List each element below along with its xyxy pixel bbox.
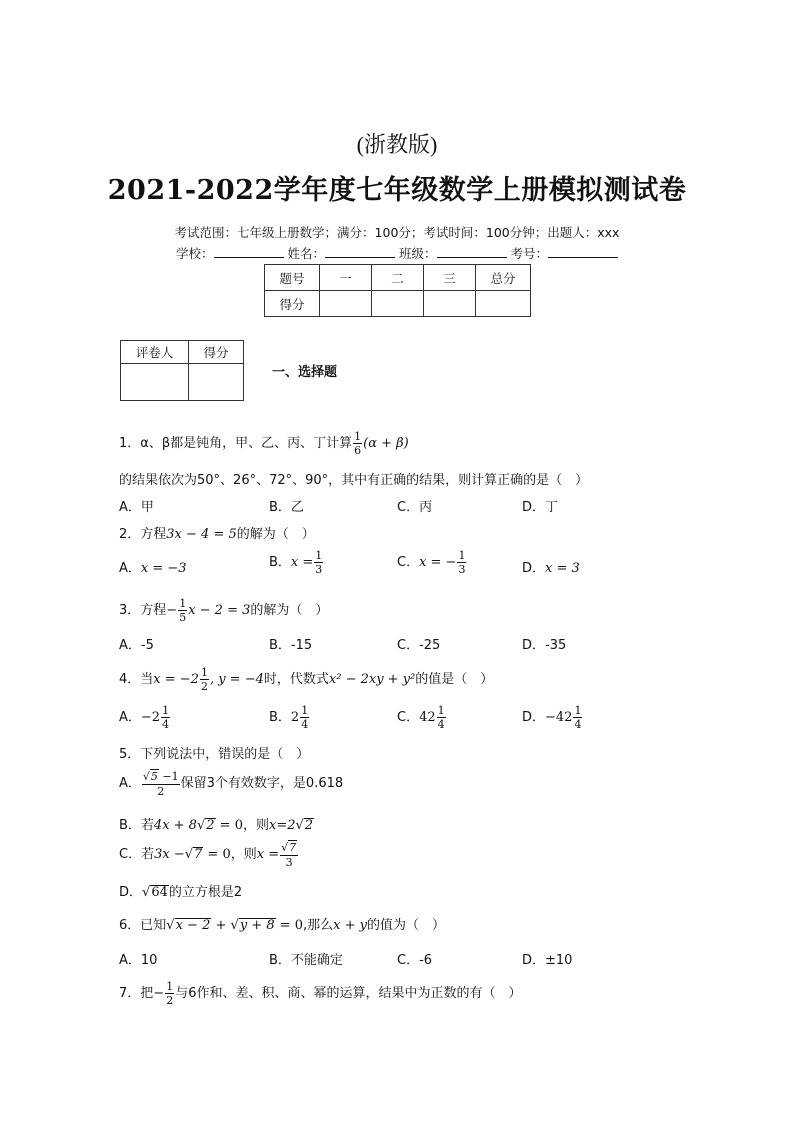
q6-option-c[interactable]: C．-6 — [397, 953, 433, 968]
q4-d-fraction — [573, 704, 582, 731]
section-heading: 一、选择题 — [272, 365, 338, 380]
sqrt-symbol: √ — [295, 818, 304, 833]
q5-option-b[interactable] — [119, 814, 314, 833]
id-label: 考号： — [510, 246, 548, 261]
student-fields — [0, 244, 794, 262]
q2-b-pre: x = — [290, 555, 314, 570]
q2-option-d[interactable] — [522, 557, 580, 576]
q2-c-den: 3 — [458, 563, 466, 576]
q5-b-res: x=2 — [268, 818, 296, 833]
q4-x-fraction — [200, 666, 209, 693]
q4-c-den: 4 — [437, 718, 445, 731]
q2-option-b[interactable] — [269, 549, 324, 576]
school-label: 学校： — [175, 246, 214, 261]
q4-b-num: 1 — [301, 704, 309, 717]
name-blank[interactable] — [325, 244, 395, 258]
q6-option-d[interactable]: D．±10 — [522, 953, 573, 968]
q5-a-num — [142, 769, 180, 785]
school-blank[interactable] — [214, 244, 284, 258]
q5-option-a[interactable] — [119, 769, 343, 798]
q4-c-whole: 42 — [419, 710, 436, 725]
class-label: 班级： — [398, 246, 437, 261]
q3-den: 5 — [179, 611, 187, 624]
q4-a-whole: −2 — [140, 710, 161, 725]
q4-c-fraction — [437, 704, 446, 731]
q5-c-res-sqrt: 7 — [289, 841, 297, 854]
q1-option-b[interactable]: B．乙 — [269, 500, 304, 515]
q4-b-den: 4 — [301, 718, 309, 731]
q4-option-d[interactable] — [522, 704, 583, 731]
question-1-stem — [119, 430, 409, 457]
score-header-cell: 三 — [424, 265, 476, 291]
q4-b-fraction — [300, 704, 309, 731]
q4-x-expr: x = −2 — [153, 672, 199, 687]
page-title: 2021-2022学年度七年级数学上册模拟测试卷 — [107, 175, 687, 206]
q4-d-whole: −42 — [545, 710, 573, 725]
q6-eq: = 0 — [275, 918, 304, 933]
score-table — [264, 264, 531, 317]
q5-a-den: 2 — [157, 785, 165, 798]
score-table-score-row — [265, 291, 531, 317]
q6-mid: ,那么 — [303, 918, 334, 933]
q3-num: 1 — [179, 597, 187, 610]
q3-suffix: 的解为（ ） — [250, 603, 329, 618]
score-cell[interactable] — [424, 291, 476, 317]
q4-c-label: C． — [397, 710, 420, 725]
sqrt-symbol: √ — [230, 918, 239, 933]
q2-c-num: 1 — [458, 549, 466, 562]
q7-suffix: 与6作和、差、积、商、幂的运算，结果中为正数的有（ ） — [175, 986, 522, 1001]
sqrt-symbol: √ — [142, 770, 150, 783]
q2-b-label: B． — [269, 555, 291, 570]
q4-option-b[interactable] — [269, 704, 310, 731]
grader-table — [120, 340, 244, 401]
q2-d-label: D． — [522, 561, 546, 576]
q1-option-a[interactable]: A．甲 — [119, 500, 154, 515]
score-row-label: 得分 — [265, 291, 320, 317]
q1-text: α、β都是钝角，甲、乙、丙、丁计算 — [140, 436, 353, 451]
q5-c-res-num — [280, 840, 298, 856]
q5-b-sqrt: 2 — [206, 818, 215, 833]
q2-b-fraction — [314, 549, 323, 576]
q5-c-fraction — [280, 840, 298, 869]
q2-b-den: 3 — [315, 563, 323, 576]
q4-d-num: 1 — [574, 704, 582, 717]
grader-header-row — [121, 341, 244, 364]
sqrt-symbol: √ — [196, 818, 206, 833]
question-4-stem — [119, 666, 493, 693]
q4-a-num: 1 — [162, 704, 170, 717]
q5-a-label: A． — [119, 776, 141, 791]
sqrt-symbol: √ — [166, 918, 175, 933]
grader-input-row — [121, 364, 244, 401]
q7-den: 2 — [166, 994, 174, 1007]
q4-suffix: 的值是（ ） — [415, 672, 494, 687]
q4-a-fraction — [161, 704, 170, 731]
q6-plus: + — [211, 918, 231, 933]
q4-poly: x² − 2xy + y² — [328, 672, 416, 687]
q4-d-den: 4 — [574, 718, 582, 731]
q4-d-label: D． — [522, 710, 546, 725]
q3-neg: − — [166, 603, 178, 618]
score-cell[interactable] — [372, 291, 424, 317]
score-cell[interactable] — [476, 291, 531, 317]
score-header-cell: 总分 — [476, 265, 531, 291]
q4-option-c[interactable] — [397, 704, 447, 731]
q6-option-a[interactable]: A．10 — [119, 953, 158, 968]
q1-option-d[interactable]: D．丁 — [522, 500, 559, 515]
q3-option-a[interactable]: A．-5 — [119, 638, 154, 653]
q4-a-label: A． — [119, 710, 141, 725]
score-table-header-row — [265, 265, 531, 291]
sqrt-symbol: √ — [184, 847, 194, 862]
question-3-stem — [119, 597, 328, 624]
q3-option-d[interactable]: D．-35 — [522, 638, 567, 653]
q2-a-value: x = −3 — [140, 561, 187, 576]
q5-option-c[interactable] — [119, 840, 299, 869]
q5-d-sqrt: 64 — [151, 885, 168, 900]
q2-c-label: C． — [397, 555, 420, 570]
q7-fraction — [165, 980, 174, 1007]
q6-suffix: 的值为（ ） — [367, 918, 446, 933]
q5-c-label: C．若 — [119, 847, 155, 862]
q1-frac-num: 1 — [354, 430, 362, 443]
score-header-cell: 一 — [320, 265, 372, 291]
score-header-cell: 二 — [372, 265, 424, 291]
q7-num: 1 — [166, 980, 174, 993]
q3-fraction — [178, 597, 187, 624]
q5-c-mid: ，则 — [230, 847, 257, 862]
q1-prefix: 1． — [119, 436, 141, 451]
class-blank[interactable] — [437, 244, 507, 258]
score-cell[interactable] — [320, 291, 372, 317]
q4-y-expr: , y = −4 — [209, 672, 264, 687]
score-header-cell: 题号 — [265, 265, 320, 291]
grader-score-label: 得分 — [189, 341, 244, 364]
q7-neg: − — [153, 986, 165, 1001]
q2-option-a[interactable] — [119, 557, 187, 576]
name-label: 姓名： — [287, 246, 325, 261]
q5-a-text: 保留3个有效数字，是0.618 — [180, 776, 344, 791]
grader-cell[interactable] — [121, 364, 189, 401]
q1-expr: (α + β) — [363, 436, 409, 451]
q5-option-d[interactable] — [119, 881, 242, 900]
q6-expr: x + y — [333, 918, 368, 933]
q1-option-c[interactable]: C．丙 — [397, 500, 433, 515]
exam-info: 考试范围：七年级上册数学；满分：100分；考试时间：100分钟；出题人：xxx — [174, 225, 620, 240]
q5-c-expr: 3x − — [154, 847, 185, 862]
q7-prefix: 7．把 — [119, 986, 154, 1001]
question-2-stem — [119, 523, 315, 542]
q2-prefix: 2．方程 — [119, 527, 167, 542]
q1-frac-den: 6 — [354, 444, 362, 457]
question-1-line2: 的结果依次为50°、26°、72°、90°，其中有正确的结果，则计算正确的是（ ） — [119, 473, 589, 488]
q4-c-num: 1 — [437, 704, 445, 717]
q4-option-a[interactable] — [119, 704, 171, 731]
edition-label: (浙教版) — [356, 132, 438, 157]
q5-c-sqrt: 7 — [194, 847, 203, 862]
q5-a-sqrt: 5 — [150, 770, 158, 783]
id-blank[interactable] — [548, 244, 618, 258]
q2-c-fraction — [457, 549, 466, 576]
q5-a-fraction — [142, 769, 180, 798]
q2-expr: 3x − 4 = 5 — [166, 527, 237, 542]
question-7-stem — [119, 980, 521, 1007]
q5-d-text: 的立方根是2 — [168, 885, 243, 900]
q5-b-eq: = 0 — [215, 818, 243, 833]
q2-option-c[interactable] — [397, 549, 467, 576]
q3-option-b[interactable]: B．-15 — [269, 638, 313, 653]
q4-x-num: 1 — [200, 666, 208, 679]
q2-a-label: A． — [119, 561, 141, 576]
q5-b-expr: 4x + 8 — [153, 818, 197, 833]
q3-prefix: 3．方程 — [119, 603, 167, 618]
sqrt-symbol: √ — [281, 841, 289, 854]
q4-x-den: 2 — [200, 680, 208, 693]
q4-b-whole: 2 — [290, 710, 300, 725]
sqrt-symbol: √ — [142, 885, 151, 900]
grader-label: 评卷人 — [121, 341, 189, 364]
q2-c-pre: x = − — [419, 555, 457, 570]
q2-suffix: 的解为（ ） — [236, 527, 315, 542]
q4-prefix: 4．当 — [119, 672, 154, 687]
grader-score-cell[interactable] — [189, 364, 244, 401]
q2-d-value: x = 3 — [545, 561, 580, 576]
q2-b-num: 1 — [315, 549, 323, 562]
q5-d-label: D． — [119, 885, 143, 900]
q6-option-b[interactable]: B．不能确定 — [269, 953, 343, 968]
q5-c-eq: = 0 — [203, 847, 231, 862]
q5-a-num-tail: −1 — [158, 770, 179, 783]
q3-option-c[interactable]: C．-25 — [397, 638, 441, 653]
q3-expr: x − 2 = 3 — [188, 603, 251, 618]
q4-a-den: 4 — [162, 718, 170, 731]
q6-sqrt1: x − 2 — [175, 918, 211, 933]
q1-fraction — [353, 430, 362, 457]
q6-prefix: 6．已知 — [119, 918, 167, 933]
q5-b-res-sqrt: 2 — [304, 818, 314, 833]
q5-b-mid: ，则 — [242, 818, 269, 833]
q6-sqrt2: y + 8 — [239, 918, 275, 933]
q5-b-label: B．若 — [119, 818, 154, 833]
q5-c-res: x = — [256, 847, 280, 862]
question-6-stem — [119, 914, 445, 933]
q4-b-label: B． — [269, 710, 291, 725]
question-5-stem: 5．下列说法中，错误的是（ ） — [119, 747, 310, 762]
q4-mid: 时，代数式 — [263, 672, 329, 687]
q5-c-res-den: 3 — [285, 856, 293, 869]
